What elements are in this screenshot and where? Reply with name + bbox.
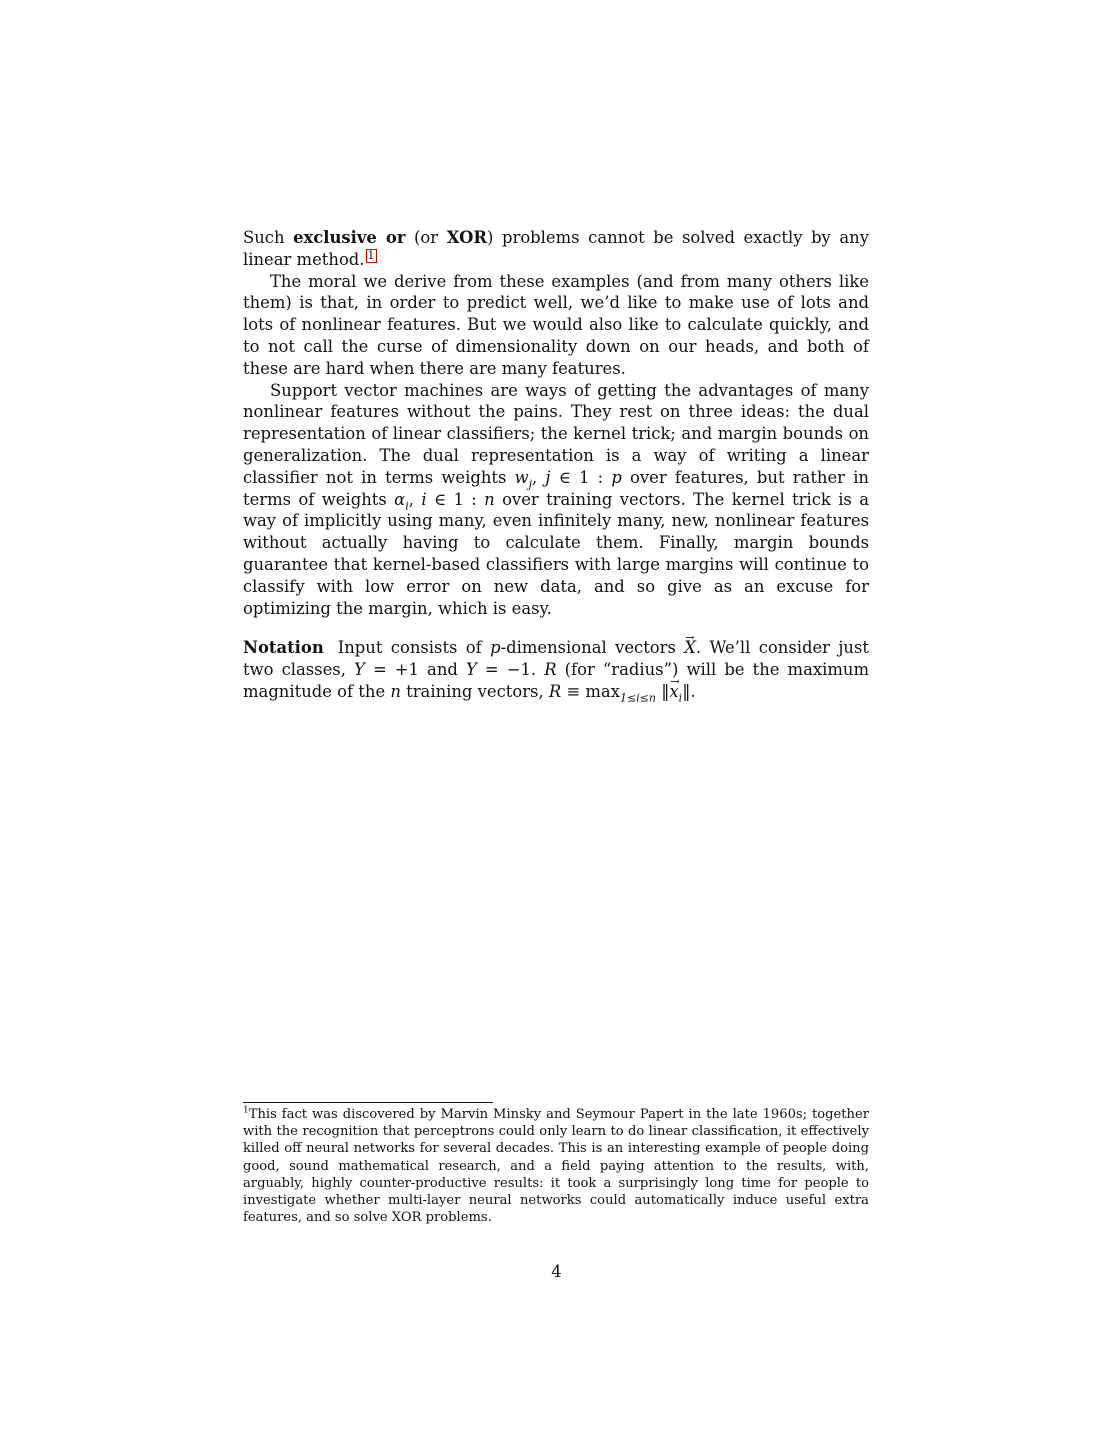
math-n: n bbox=[390, 681, 401, 701]
footnote-reference[interactable]: 1 bbox=[367, 248, 375, 262]
text-run: (or bbox=[405, 228, 447, 247]
math-vector-x: → x bbox=[669, 681, 678, 703]
math-j: j bbox=[545, 467, 551, 487]
math-subscript-i: i bbox=[678, 691, 683, 705]
paragraph-notation bbox=[243, 637, 869, 705]
footnote-text: This fact was discovered by Marvin Minsky and Seymour Papert in the late 1960s; together with the recognition that perceptrons could only learn to do linear classification, it effectively killed off neural networks for several decades. This is an interesting example of people doing good, sound mathematical research, and a field paying attention to the results, with, arguably, highly counter-productive results: it took a surprisingly long time for people to investigate whether multi-layer neural networks could automatically induce useful extra features, and so solve XOR problems. bbox=[243, 1107, 869, 1226]
math-r: R bbox=[544, 660, 557, 680]
paragraph-moral: The moral we derive from these examples (and from many others like them) is that, in order to predict well, we’d like to make use of lots and lots of nonlinear features. But we would also like to calculate quickly, and to not call the curse of dimensionality down on our heads, and both of these are hard when there are many features. bbox=[243, 271, 869, 378]
text-run: ∈ 1 : bbox=[426, 489, 485, 509]
text-run: over training vectors. The kernel trick is a way of implicitly using many, even infinitely many, new, nonlinear features without actually having to calculate them. Finally, margin bounds guarantee that kernel-based classifiers with large margins will continue to classify with low error on new data, and so give as an excuse for optimizing the margin, which is easy. bbox=[243, 489, 869, 618]
math-subscript-i: i bbox=[405, 498, 409, 512]
footnote-mark: 1 bbox=[243, 1105, 249, 1116]
math-i: i bbox=[421, 489, 427, 509]
text-run: = −1. bbox=[476, 660, 545, 680]
math-y: Y bbox=[354, 660, 365, 680]
text-run: = +1 and bbox=[364, 660, 466, 680]
math-n: n bbox=[484, 489, 495, 509]
bold-term-exclusive-or: exclusive or bbox=[293, 228, 406, 247]
text-run: ) problems cannot be solved exactly by any linear method. bbox=[243, 228, 869, 269]
notation-heading: Notation bbox=[243, 638, 324, 658]
text-run: Support vector machines are ways of getting the advantages of many nonlinear features without the pains. They rest on three ideas: the dual representation of linear classifiers; the kernel trick; and margin bounds on generalization. The dual representation is a way of writing a linear classifier not in terms weights bbox=[243, 380, 869, 487]
text-run: , bbox=[532, 467, 546, 487]
math-r: R bbox=[548, 681, 562, 701]
text-run: . We’ll consider just two classes, bbox=[243, 638, 869, 680]
math-norm-open: ‖ bbox=[656, 681, 670, 701]
text-run: Input consists of bbox=[337, 638, 491, 658]
math-p: p bbox=[490, 638, 501, 658]
paragraph-svm bbox=[243, 380, 869, 620]
text-run: -dimensional vectors bbox=[500, 638, 685, 658]
text-run: ∈ 1 : bbox=[550, 467, 612, 487]
bold-term-xor: XOR bbox=[446, 228, 488, 247]
math-max-subscript: 1≤i≤n bbox=[619, 691, 656, 705]
text-run: Such bbox=[243, 228, 294, 247]
page-number: 4 bbox=[551, 1262, 562, 1281]
text-run: , bbox=[408, 489, 422, 509]
footnote bbox=[243, 1106, 869, 1226]
math-subscript-j: j bbox=[528, 477, 533, 491]
math-alpha: α bbox=[394, 489, 406, 509]
text-run: training vectors, bbox=[400, 681, 549, 701]
text-run: (for “radius”) will be the maximum magnitude of the bbox=[243, 660, 869, 701]
math-max: ≡ max bbox=[561, 681, 620, 701]
math-w: w bbox=[514, 467, 529, 487]
paragraph-xor bbox=[243, 227, 869, 271]
text-run: over features, but rather in terms of weights bbox=[243, 467, 869, 509]
math-vector-x: → X bbox=[684, 637, 696, 659]
footnote-rule bbox=[243, 1102, 493, 1103]
math-y: Y bbox=[465, 660, 477, 680]
math-p: p bbox=[611, 467, 622, 487]
page-body bbox=[243, 227, 869, 703]
math-norm-close: ‖. bbox=[682, 681, 696, 701]
